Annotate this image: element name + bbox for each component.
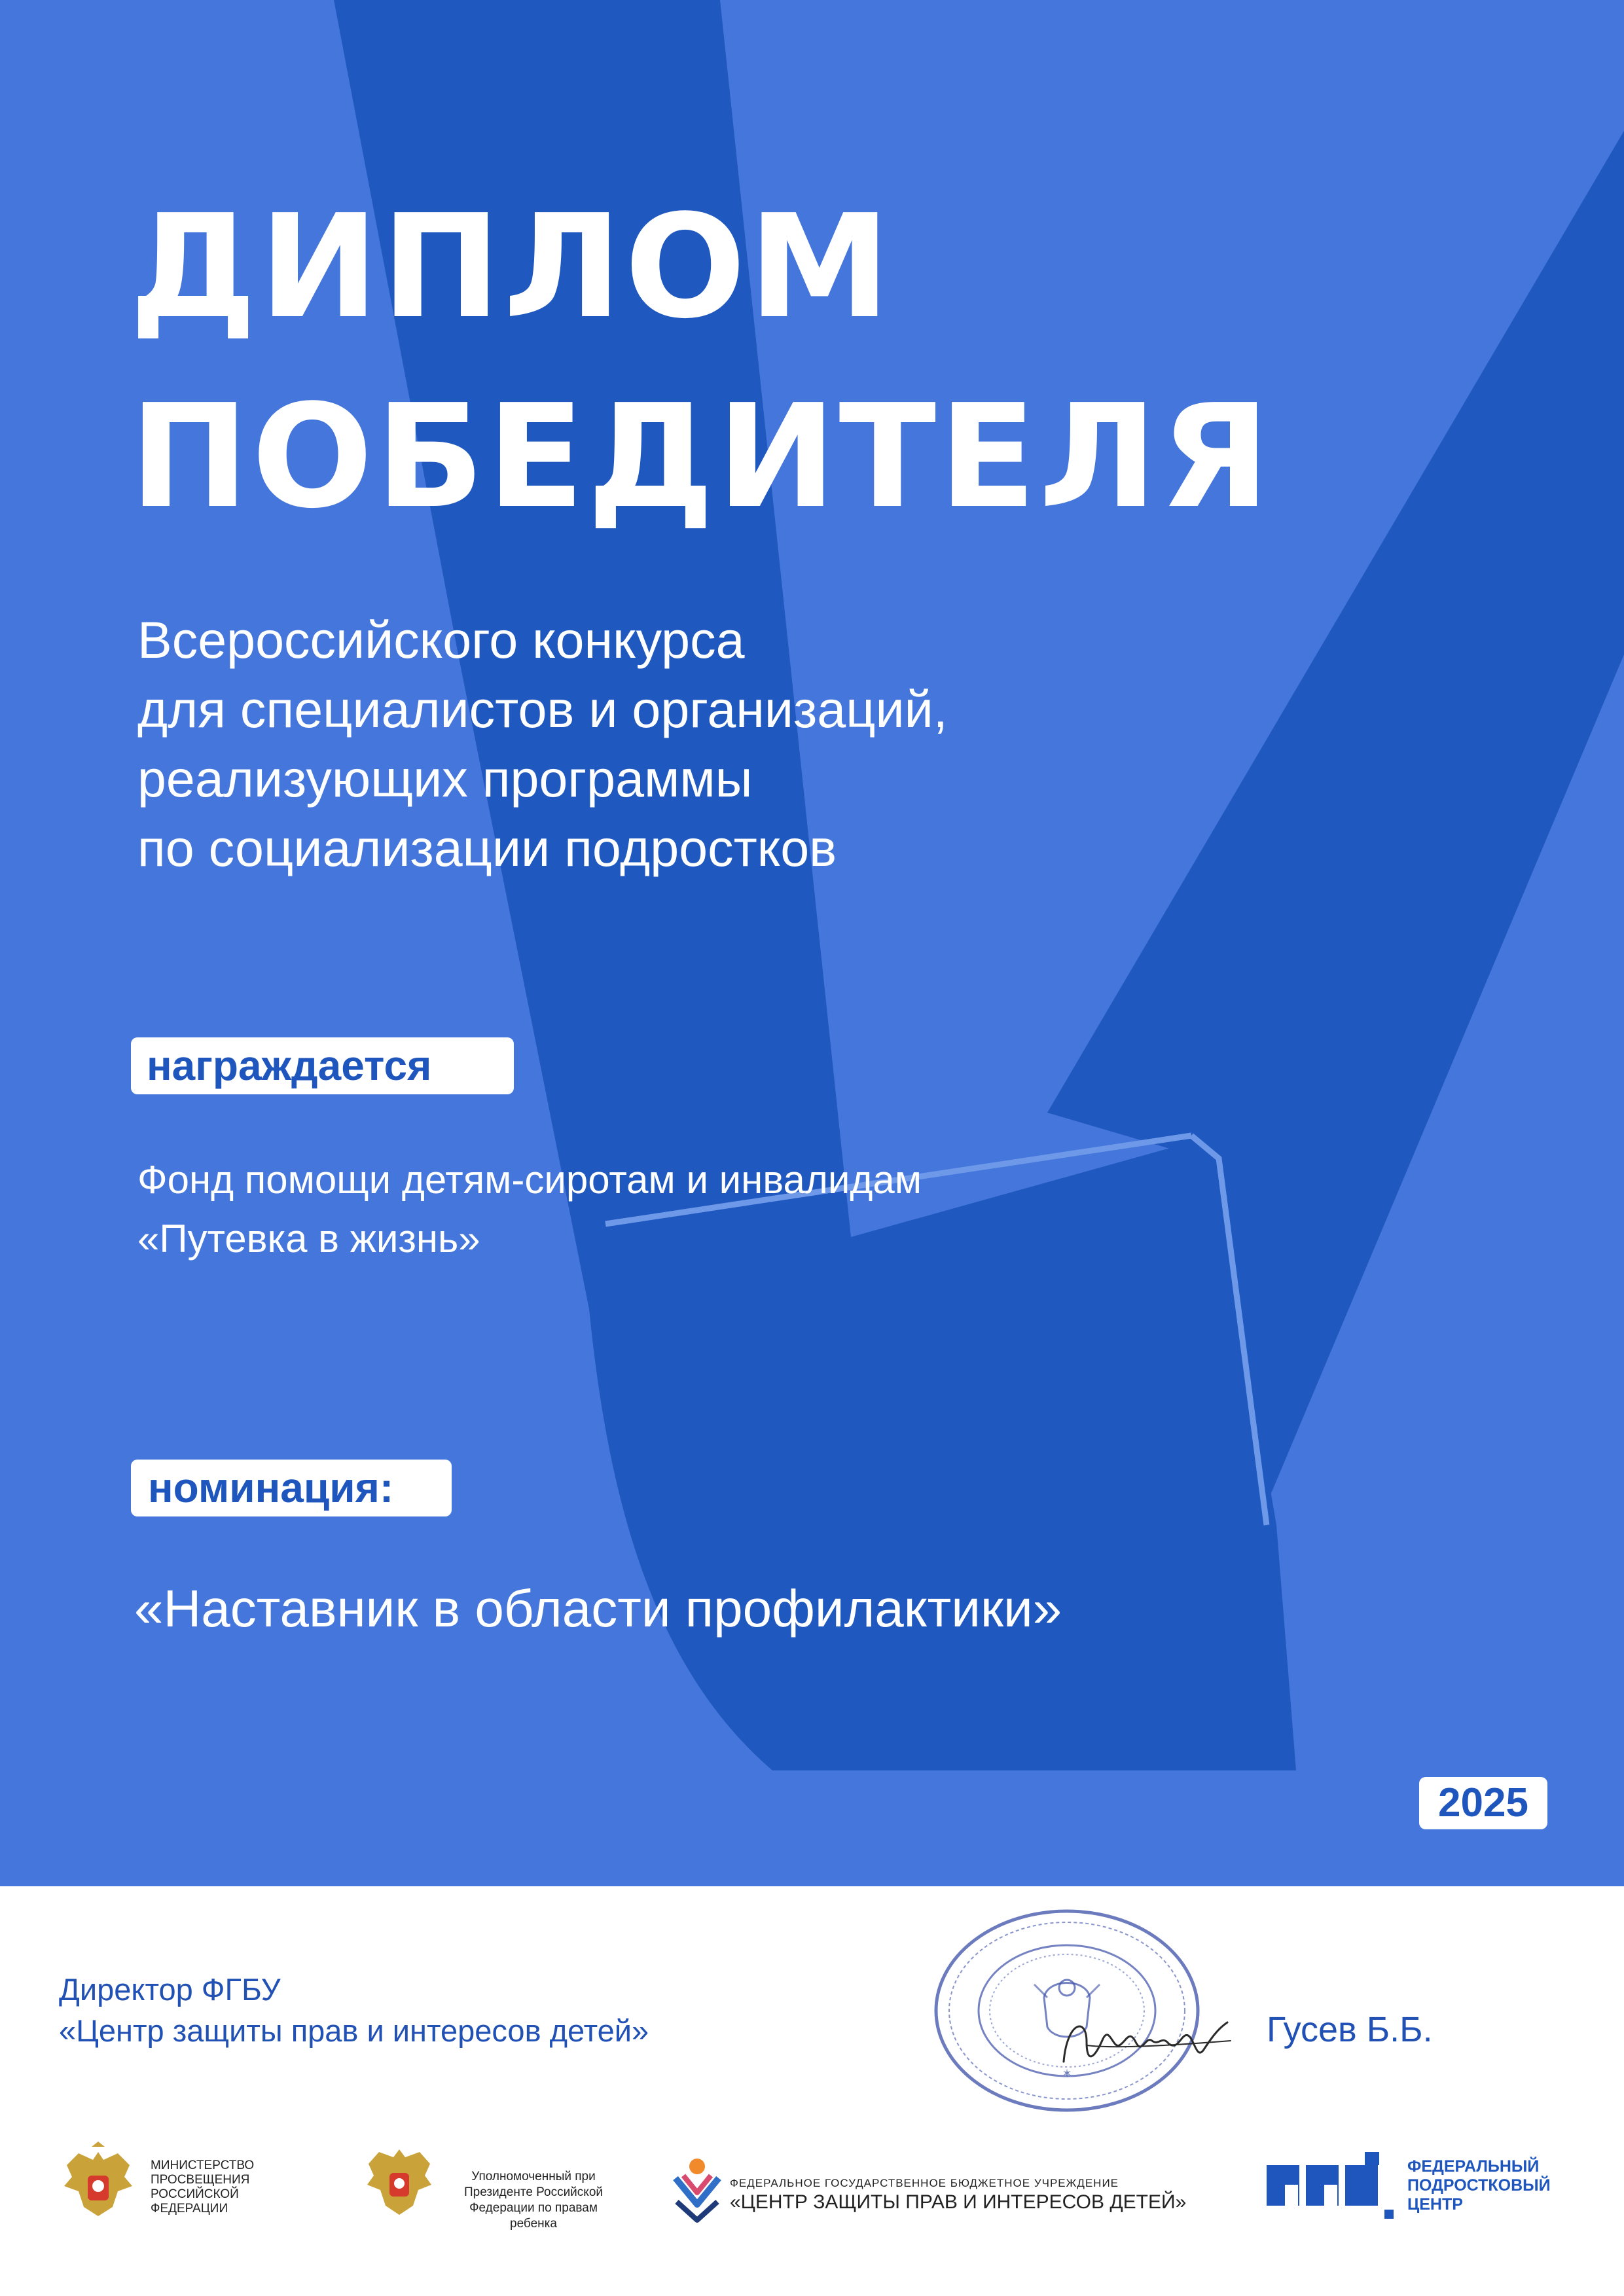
ombudsman-name-line: Президенте Российской [463, 2185, 603, 2199]
contest-description-line: реализующих программы [137, 749, 753, 808]
nomination-label-badge: номинация: [131, 1460, 452, 1516]
title-line-2: ПОБЕДИТЕЛЯ [130, 374, 1272, 540]
rights-center-logo [668, 2139, 1204, 2231]
svg-text:✶: ✶ [1062, 2067, 1072, 2080]
recipient-name [137, 1151, 922, 1268]
ombudsman-name [452, 2169, 615, 2232]
teen-center-name-line: ПОДРОСТКОВЫЙ [1407, 2176, 1551, 2195]
director-title [59, 1969, 649, 2051]
ombudsman-name-line: ребенка [510, 2217, 557, 2231]
recipient-line: «Путевка в жизнь» [137, 1217, 480, 1261]
coat-of-arms-icon [357, 2139, 442, 2231]
rights-center-type: ФЕДЕРАЛЬНОЕ ГОСУДАРСТВЕННОЕ БЮДЖЕТНОЕ УЧРЕЖДЕНИЕ [730, 2177, 1119, 2189]
teen-center-name [1407, 2157, 1551, 2214]
double-headed-eagle-icon [52, 2139, 144, 2231]
contest-description-line: по социализации подростков [137, 819, 837, 877]
contest-description-line: Всероссийского конкурса [137, 611, 745, 669]
ministry-name-line: РОССИЙСКОЙ [151, 2187, 239, 2201]
director-title-line: Директор ФГБУ [59, 1972, 281, 2007]
ministry-name-line: МИНИСТЕРСТВО [151, 2159, 255, 2172]
award-label-badge: награждается [131, 1037, 514, 1094]
ombudsman-logo [357, 2139, 619, 2231]
ombudsman-name-line: Уполномоченный при [471, 2170, 596, 2183]
ministry-logo [52, 2139, 268, 2231]
ministry-name-line: ФЕДЕРАЦИИ [151, 2202, 228, 2215]
rights-center-name: «ЦЕНТР ЗАЩИТЫ ПРАВ И ИНТЕРЕСОВ ДЕТЕЙ» [730, 2191, 1187, 2213]
pixel-blocks-icon [1267, 2139, 1398, 2231]
ministry-name-line: ПРОСВЕЩЕНИЯ [151, 2173, 250, 2187]
ombudsman-name-line: Федерации по правам [469, 2201, 598, 2215]
teen-center-name-line: ФЕДЕРАЛЬНЫЙ [1407, 2157, 1540, 2176]
teen-center-logo [1267, 2139, 1581, 2231]
nomination-value: «Наставник в области профилактики» [134, 1579, 1062, 1638]
contest-description-line: для специалистов и организаций, [137, 680, 948, 738]
hands-heart-icon [668, 2139, 727, 2231]
director-title-line: «Центр защиты прав и интересов детей» [59, 2013, 649, 2048]
signature-icon [1047, 1983, 1244, 2088]
recipient-line: Фонд помощи детям-сиротам и инвалидам [137, 1158, 922, 1202]
signer-name: Гусев Б.Б. [1267, 2010, 1433, 2049]
teen-center-name-line: ЦЕНТР [1407, 2195, 1463, 2214]
contest-description [137, 605, 948, 883]
year-badge: 2025 [1419, 1777, 1547, 1829]
title-line-1: ДИПЛОМ [130, 185, 893, 350]
ministry-name [151, 2159, 254, 2216]
